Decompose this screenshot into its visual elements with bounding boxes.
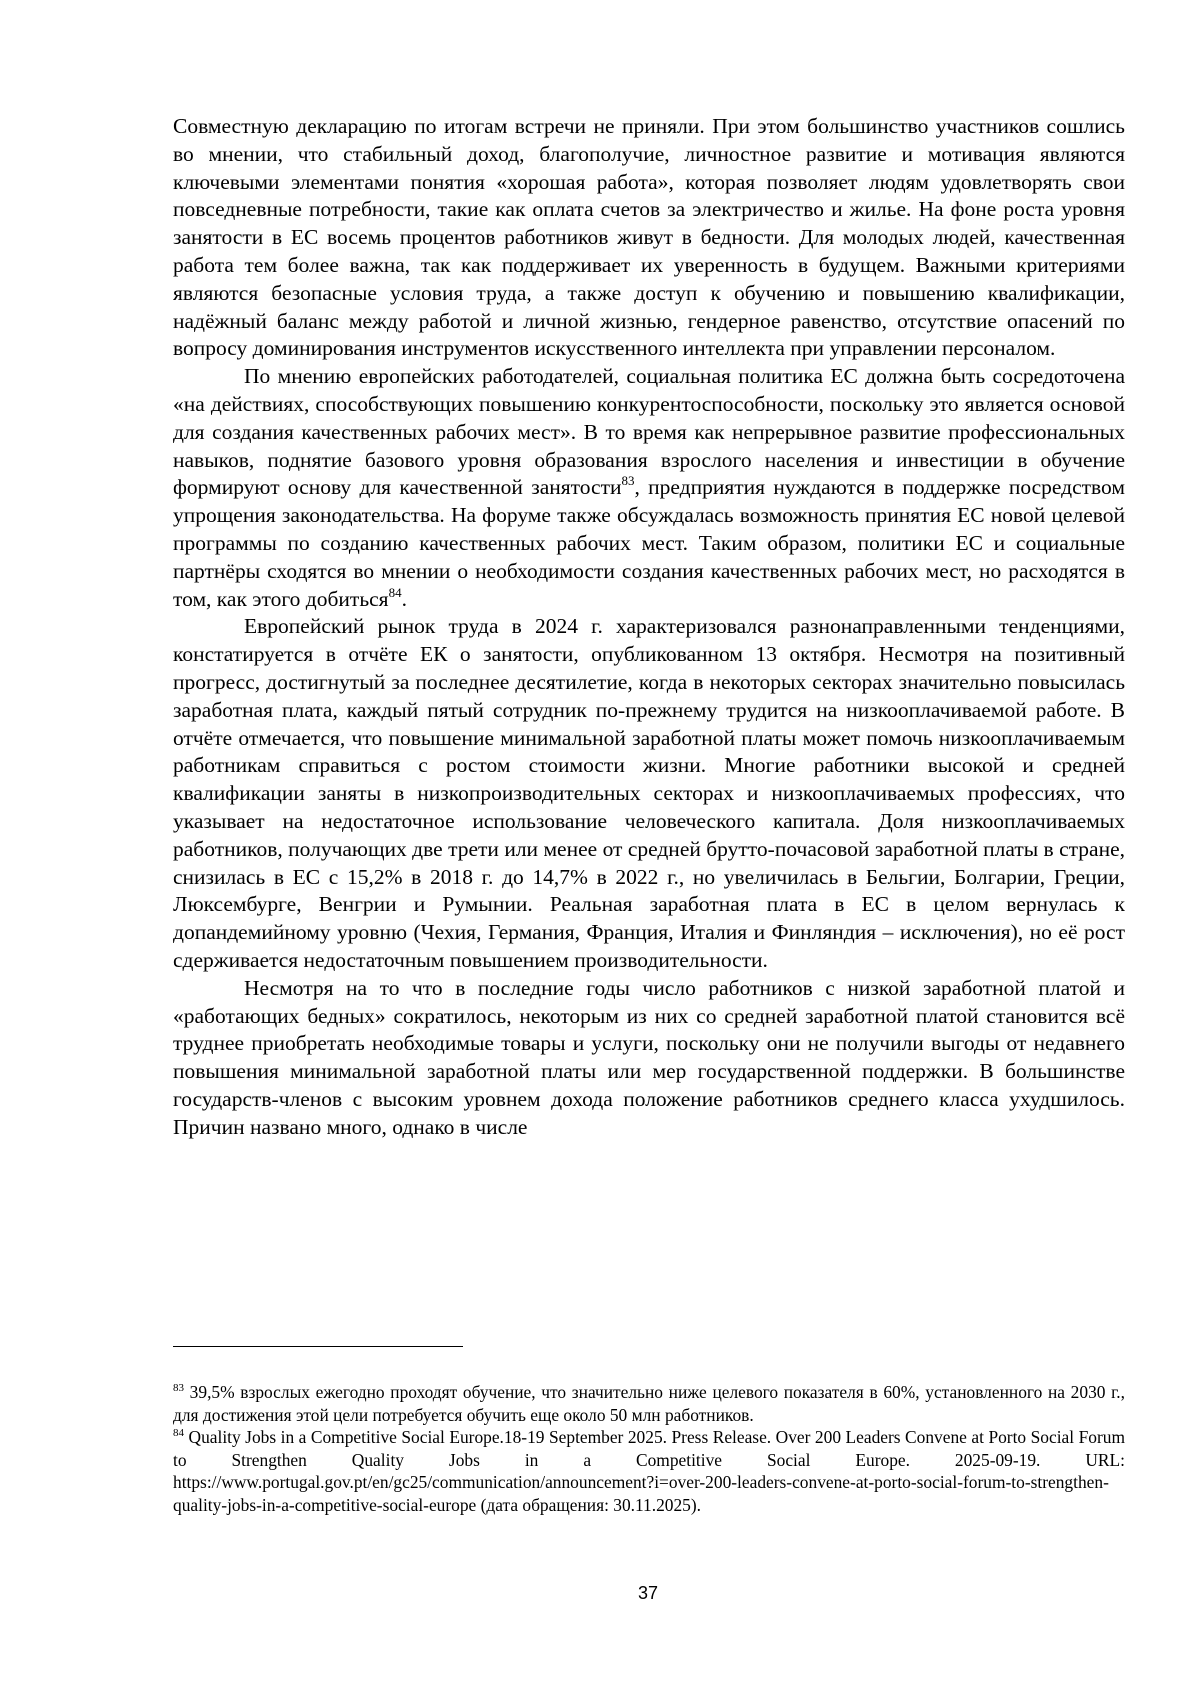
footnotes bbox=[173, 1381, 1125, 1517]
paragraph-2 bbox=[173, 363, 1125, 613]
footnote-83-text: 39,5% взрослых ежегодно проходят обучение, что значительно ниже целевого показателя в 60%, установленного на 2030 г., для достижения этой цели потребуется обучить еще около 50 млн работников. bbox=[173, 1382, 1125, 1425]
paragraph-3: Европейский рынок труда в 2024 г. характеризовался разнонаправленными тенденциями, констатируется в отчёте ЕК о занятости, опубликованном 13 октября. Несмотря на позитивный прогресс, достигнутый за последнее десятилетие, когда в некоторых секторах значительно повысилась заработная плата, каждый пятый сотрудник по-прежнему трудится на низкооплачиваемой работе. В отчёте отмечается, что повышение минимальной заработной платы может помочь низкооплачиваемым работникам справиться с ростом стоимости жизни. Многие работники высокой и средней квалификации заняты в низкопроизводительных секторах и низкооплачиваемых профессиях, что указывает на недостаточное использование человеческого капитала. Доля низкооплачиваемых работников, получающих две трети или менее от средней брутто-почасовой заработной платы в стране, снизилась в ЕС с 15,2% в 2018 г. до 14,7% в 2022 г., но увеличилась в Бельгии, Болгарии, Греции, Люксембурге, Венгрии и Румынии. Реальная заработная плата в ЕС в целом вернулась к допандемийному уровню (Чехия, Германия, Франция, Италия и Финляндия – исключения), но её рост сдерживается недостаточным повышением производительности. bbox=[173, 614, 1125, 972]
footnote-83 bbox=[173, 1381, 1125, 1426]
footnote-ref-83[interactable]: 83 bbox=[621, 473, 635, 489]
paragraph-2-part-2: , предприятия нуждаются в поддержке посредством упрощения законодательства. На форуме также обсуждалась возможность принятия ЕС новой целевой программы по созданию качественных рабочих мест. Таким образом, политики ЕС и социальные партнёры сходятся во мнении о необходимости создания качественных рабочих мест, но расходятся в том, как этого добиться bbox=[173, 475, 1125, 611]
paragraph-2-part-3: . bbox=[401, 586, 407, 611]
paragraph-1: Совместную декларацию по итогам встречи не приняли. При этом большинство участников сошлись во мнении, что стабильный доход, благополучие, личностное развитие и мотивация являются ключевыми элементами понятия «хорошая работа», которая позволяет людям удовлетворять свои повседневные потребности, такие как оплата счетов за электричество и жилье. На фоне роста уровня занятости в ЕС восемь процентов работников живут в бедности. Для молодых людей, качественная работа тем более важна, так как поддерживает их уверенность в будущем. Важными критериями являются безопасные условия труда, а также доступ к обучению и повышению квалификации, надёжный баланс между работой и личной жизнью, гендерное равенство, отсутствие опасений по вопросу доминирования инструментов искусственного интеллекта при управлении персоналом. bbox=[173, 114, 1125, 361]
footnote-83-number: 83 bbox=[173, 1382, 184, 1394]
paragraph-2-part-1: По мнению европейских работодателей, социальная политика ЕС должна быть сосредоточена «на действиях, способствующих повышению конкурентоспособности, поскольку это является основой для создания качественных рабочих мест». В то время как непрерывное развитие профессиональных навыков, поднятие базового уровня образования взрослого населения и инвестиции в обучение формируют основу для качественной занятости bbox=[173, 364, 1125, 500]
footnote-84 bbox=[173, 1426, 1125, 1516]
page-number: 37 bbox=[637, 1583, 659, 1603]
paragraph-4: Несмотря на то что в последние годы число работников с низкой заработной платой и «работающих бедных» сократилось, некоторым из них со средней заработной платой становится всё труднее приобретать необходимые товары и услуги, поскольку они не получили выгоды от недавнего повышения минимальной заработной платы или мер государственной поддержки. В большинстве государств-членов с высоким уровнем дохода положение работников среднего класса ухудшилось. Причин названо много, однако в числе bbox=[173, 975, 1125, 1139]
footnote-84-number: 84 bbox=[173, 1427, 184, 1440]
footnote-separator bbox=[173, 1346, 463, 1347]
footnote-ref-84[interactable]: 84 bbox=[388, 584, 402, 600]
footnote-84-text: Quality Jobs in a Competitive Social Europe.18-19 September 2025. Press Release. Over 200 Leaders Convene at Porto Social Forum to Strengthen Quality Jobs in a Competitive Social Europe. 2025-09-19. URL: https://www.portugal.gov.pt/en/gc25/communication/announcement?i=over-200-leaders-convene-at-porto-social-forum-to-strengthen-quality-jobs-in-a-competitive-social-europe (дата обращения: 30.11.2025). bbox=[173, 1427, 1125, 1515]
body-text bbox=[173, 113, 1125, 1141]
